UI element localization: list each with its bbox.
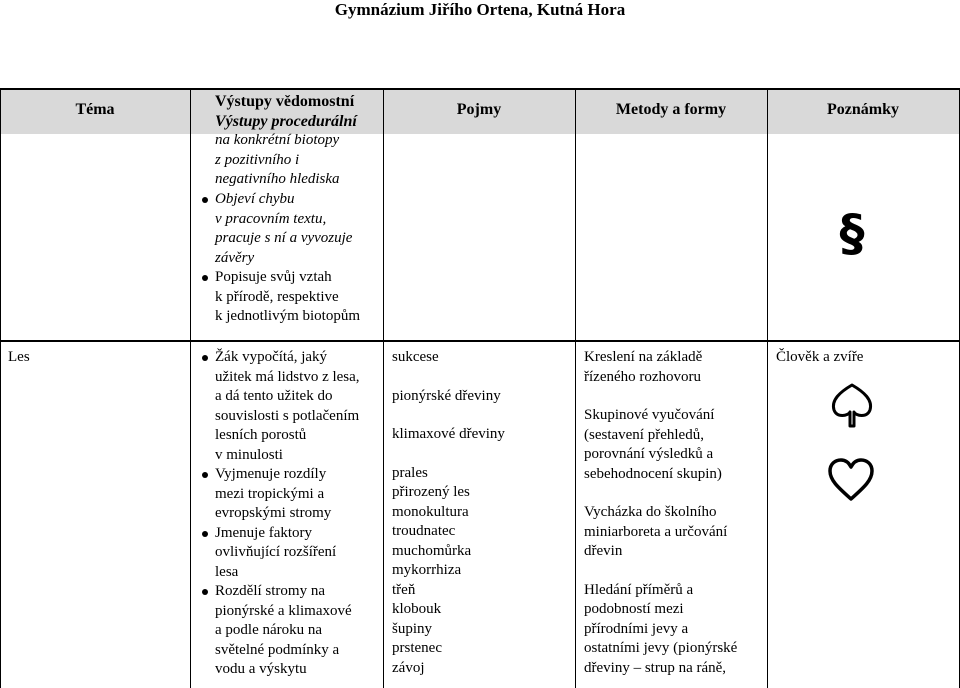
term: mykorrhiza [392,562,462,578]
row-pojmy [392,348,572,678]
term: monokultura [392,503,469,520]
list-item [200,582,382,680]
method-line: dřevin [584,543,623,559]
bullet-line: pracuje s ní a vyvozuje [215,230,353,246]
bullet-line: vodu a výskytu [215,661,307,677]
header-vystupy-line: na konkrétní biotopy [215,132,340,148]
list-item [200,465,382,524]
bullet-line: mezi tropickými a [215,485,325,502]
term: přirozený les [392,484,470,500]
bullet-line: Rozdělí stromy na [215,583,325,599]
method-line: sebehodnocení skupin) [584,465,722,482]
method-line: ostatními jevy (pionýrské [584,640,738,656]
bullet-line: lesa [215,563,239,580]
header-band-edge [0,133,960,134]
col-border-4 [767,88,768,688]
bullet-line: souvislosti s potlačením [215,407,360,424]
term: muchomůrka [392,542,472,559]
list-item [200,190,382,268]
bullet-line: užitek má lidstvo z lesa, [215,368,360,385]
bullet-line: lesních porostů [215,427,307,443]
method-line: Skupinové vyučování [584,407,715,423]
header-vystupy-proceduralni: Výstupy procedurální [215,112,357,130]
bullet-line: Vyjmenuje rozdíly [215,466,327,482]
term: šupiny [392,620,433,637]
method-line: Vycházka do školního [584,504,717,520]
bullet-line: Žák vypočítá, jaký [215,349,328,365]
list-item [200,524,382,583]
header-vystupy-vedomostni: Výstupy vědomostní [215,93,355,110]
term: prstenec [392,640,442,656]
col-border-3 [575,88,576,688]
bullet-line: v minulosti [215,446,283,463]
bullet-line: k přírodě, respektive [215,288,339,305]
header-poznamky: Poznámky [827,101,899,118]
method-line: Kreslení na základě [584,349,703,365]
term: pionýrské dřeviny [392,387,501,404]
method-line: miniarboreta a určování [584,523,728,540]
term: troudnatec [392,523,456,539]
row-metody [584,348,766,678]
bullet-line: světelné podmínky a [215,641,340,658]
header-pojmy: Pojmy [456,101,502,118]
bullet-line: evropskými stromy [215,505,332,521]
spade-leaf-icon [828,382,876,428]
header-vystupy-bullets [200,190,382,327]
col-border-1 [190,88,191,688]
term: prales [392,464,428,481]
row-poznamky: Člověk a zvíře [776,349,864,365]
bullet-line: v pracovním textu, [215,210,327,227]
bullet-line: Jmenuje faktory [215,524,313,541]
list-item [200,348,382,465]
bullet-line: Popisuje svůj vztah [215,269,332,285]
header-bottom-border [0,340,960,342]
method-line: podobností mezi [584,601,684,617]
term: klobouk [392,601,442,617]
method-line: Hledání příměrů a [584,581,694,598]
header-vystupy [215,92,385,190]
table-top-border [0,88,960,90]
term: třeň [392,581,416,598]
col-border-0 [0,88,1,688]
method-line: dřeviny – strup na ráně, [584,659,727,676]
method-line: přírodními jevy a [584,620,689,637]
header-tema: Téma [75,101,115,118]
row-tema: Les [8,349,30,365]
bullet-line: a dá tento užitek do [215,388,333,404]
bullet-line: pionýrské a klimaxové [215,602,352,619]
svg-text:§: § [839,208,865,256]
term: závoj [392,659,425,676]
header-metody: Metody a formy [615,101,727,118]
row-vystupy [200,348,382,680]
list-item [200,268,382,327]
term: sukcese [392,349,439,365]
header-vystupy-line: negativního hlediska [215,171,340,187]
section-sign-icon [836,208,868,256]
bullet-line: Objeví chybu [215,191,295,207]
header-vystupy-line: z pozitivního i [215,151,300,168]
method-line: porovnání výsledků a [584,446,714,462]
bullet-line: a podle nároku na [215,622,323,638]
heart-outline-icon [826,457,876,503]
bullet-line: ovlivňující rozšíření [215,544,337,560]
method-line: (sestavení přehledů, [584,426,704,443]
term: klimaxové dřeviny [392,426,505,442]
page-title: Gymnázium Jiřího Ortena, Kutná Hora [334,0,626,19]
method-line: řízeného rozhovoru [584,368,702,385]
bullet-line: k jednotlivým biotopům [215,308,360,324]
bullet-line: závěry [215,249,255,266]
